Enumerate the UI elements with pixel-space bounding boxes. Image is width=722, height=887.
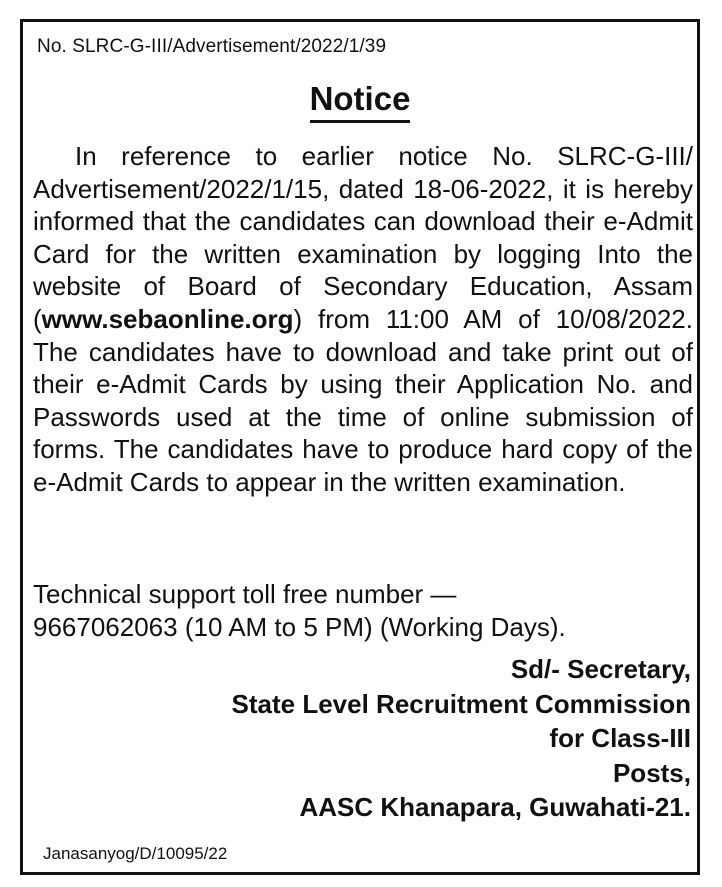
body-text-part2: ) from 11:00 AM of 10/08/2022. The candidates have to download and take print out of their e-Admit Cards by using their Application No. and Passwords used at the time of online submission of forms. The candidates have to produce hard copy of the e-Admit Cards to appear in the written examination. — [33, 303, 693, 497]
publication-code: Janasanyog/D/10095/22 — [43, 844, 228, 863]
reference-number: No. SLRC-G-III/Advertisement/2022/1/39 — [37, 36, 387, 57]
notice-title-wrap — [23, 80, 697, 123]
signature-line-4: Posts, — [612, 757, 691, 788]
support-line-1: Technical support toll free number — — [33, 579, 457, 609]
notice-body — [33, 140, 693, 499]
signature-line-2: State Level Recruitment Commission — [231, 688, 691, 719]
signature-line-1: Sd/- Secretary, — [510, 654, 691, 684]
signature-line-3: for Class-III — [549, 723, 691, 754]
support-line-2: 9667062063 (10 AM to 5 PM) (Working Days). — [33, 611, 566, 642]
signature-block — [232, 652, 691, 825]
website-link: www.sebaonline.org — [41, 303, 294, 334]
notice-frame — [20, 19, 700, 875]
signature-line-5: AASC Khanapara, Guwahati-21. — [299, 792, 691, 823]
technical-support — [33, 578, 566, 643]
body-text-part1: In reference to earlier notice No. SLRC-G-III/ Advertisement/2022/1/15, dated 18-06-2022, it is hereby informed that the candidates can download their e-Admit Card for the written examination by logging Into the website of Board of Secondary Education, Assam ( — [33, 141, 693, 334]
notice-title: Notice — [310, 80, 411, 123]
